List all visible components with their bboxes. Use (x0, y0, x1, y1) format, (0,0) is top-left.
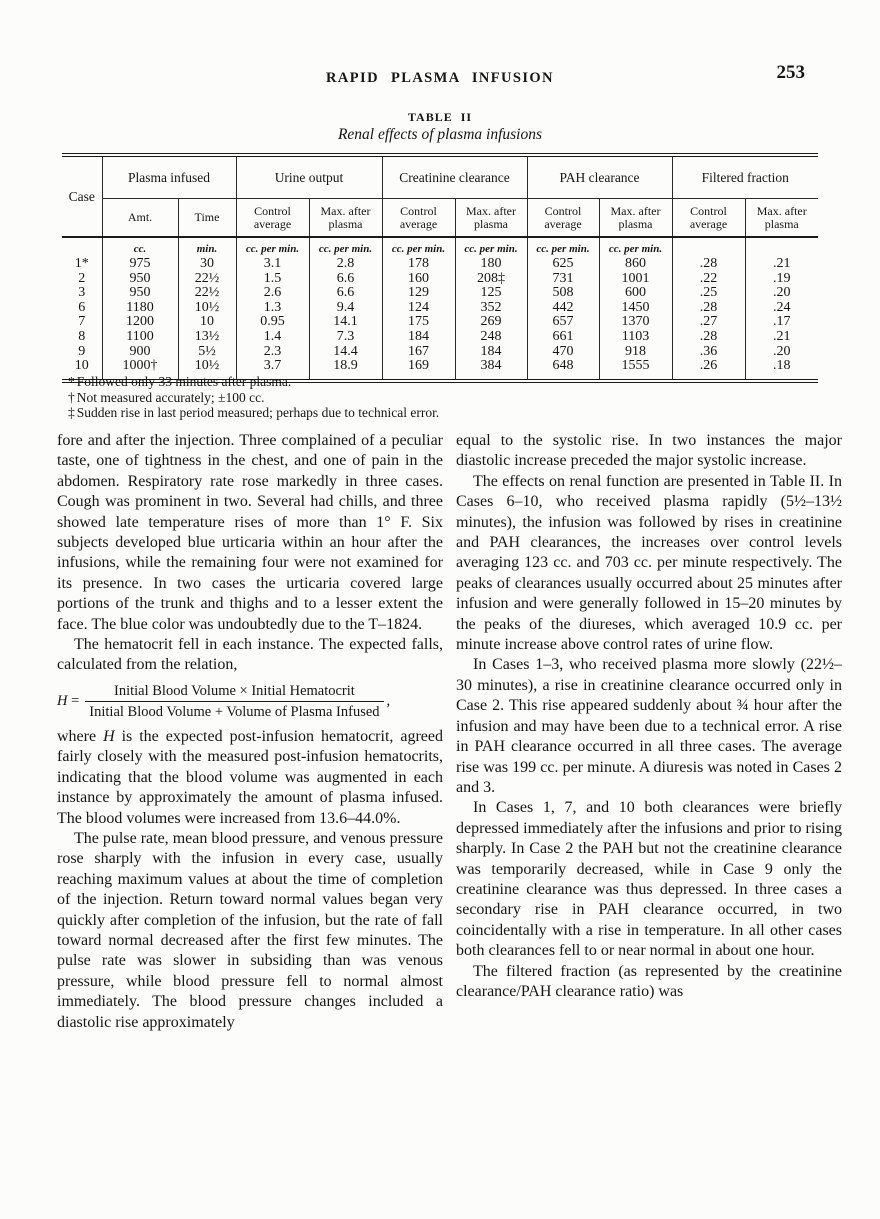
urine-control-value: 3.1 (236, 257, 309, 272)
amt-value: 1200 (102, 315, 178, 330)
creatinine-max-value: 208‡ (455, 272, 527, 287)
table-caption: Renal effects of plasma infusions (337, 126, 543, 143)
case-number: 2 (62, 272, 102, 287)
pah-control-value: 470 (527, 345, 599, 360)
unit-creatinine-max: cc. per min. (455, 237, 527, 257)
paragraph-cases-1-7-10: In Cases 1, 7, and 10 both clearances were briefly depressed immediately after the infusions and prior to rising sharply. In Case 2 the PAH but not the creatinine clearance was temporarily decreased, while in Case 9 only the creatinine clearance was thus depressed. In three cases a secondary rise in PAH clearance occurred, in two coincidentally with a rise in temperature. In all other cases both clearances fell to or near normal in about one hour. (456, 799, 842, 960)
amt-value: 1180 (102, 301, 178, 316)
unit-time: min. (178, 237, 236, 257)
urine-control-value: 1.5 (236, 272, 309, 287)
amt-value: 900 (102, 345, 178, 360)
filtered-control-value: .28 (672, 330, 745, 345)
creatinine-max-value: 384 (455, 359, 527, 381)
col-header-filtered-max: Max. after plasma (745, 199, 818, 238)
footnote-text: Followed only 33 minutes after plasma. (76, 374, 292, 389)
pah-max-value: 918 (599, 345, 672, 360)
table-row (62, 345, 818, 360)
creatinine-control-value: 178 (382, 257, 455, 272)
creatinine-control-value: 169 (382, 359, 455, 381)
time-value: 10½ (178, 359, 236, 381)
creatinine-max-value: 184 (455, 345, 527, 360)
group-filtered-fraction: Filtered fraction (672, 155, 818, 199)
urine-max-value: 18.9 (309, 359, 382, 381)
time-value: 5½ (178, 345, 236, 360)
amt-value: 950 (102, 286, 178, 301)
filtered-max-value: .21 (745, 330, 818, 345)
urine-control-value: 0.95 (236, 315, 309, 330)
time-value: 10½ (178, 301, 236, 316)
urine-control-value: 1.3 (236, 301, 309, 316)
urine-max-value: 6.6 (309, 286, 382, 301)
urine-max-value: 14.1 (309, 315, 382, 330)
pah-max-value: 1370 (599, 315, 672, 330)
renal-effects-table (62, 153, 818, 383)
formula-lhs: H = (57, 693, 80, 710)
case-number: 8 (62, 330, 102, 345)
amt-value: 1000† (102, 359, 178, 381)
table-row (62, 330, 818, 345)
filtered-max-value: .20 (745, 345, 818, 360)
pah-max-value: 600 (599, 286, 672, 301)
urine-control-value: 2.3 (236, 345, 309, 360)
urine-max-value: 7.3 (309, 330, 382, 345)
filtered-max-value: .18 (745, 359, 818, 381)
time-value: 30 (178, 257, 236, 272)
creatinine-max-value: 180 (455, 257, 527, 272)
paragraph-cases-1-3: In Cases 1–3, who received plasma more slowly (22½–30 minutes), a rise in creatinine clearance occurred only in Case 2. This rise appeared suddenly about ¾ hour after the infusion and may have been due to a technical error. A rise in PAH clearance occurred in all three cases. The average rise was 199 cc. per minute. A diuresis was noted in Cases 2 and 3. (456, 656, 842, 796)
unit-filtered-max (745, 237, 818, 257)
pah-control-value: 657 (527, 315, 599, 330)
case-number: 3 (62, 286, 102, 301)
filtered-max-value: .24 (745, 301, 818, 316)
body-text (57, 431, 842, 1033)
paragraph-blood-volume: where H is the expected post-infusion hematocrit, agreed fairly closely with the measured post-infusion hematocrits, indicating that the blood volume was augmented in each instance by approximately the amount of plasma infused. The blood volumes were increased from 13.6–44.0%. (57, 727, 443, 827)
amt-value: 1100 (102, 330, 178, 345)
creatinine-control-value: 124 (382, 301, 455, 316)
unit-filtered-control (672, 237, 745, 257)
group-pah-clearance: PAH clearance (527, 155, 672, 199)
formula-suffix: , (386, 693, 391, 710)
col-header-case: Case (62, 155, 102, 237)
case-number: 6 (62, 301, 102, 316)
paragraph-hematocrit: The hematocrit fell in each instance. The expected falls, calculated from the relation, (57, 636, 443, 674)
creatinine-max-value: 125 (455, 286, 527, 301)
table-row (62, 286, 818, 301)
time-value: 22½ (178, 286, 236, 301)
filtered-max-value: .21 (745, 257, 818, 272)
pah-control-value: 648 (527, 359, 599, 381)
col-header-pah-control: Control average (527, 199, 599, 238)
pah-control-value: 731 (527, 272, 599, 287)
creatinine-max-value: 352 (455, 301, 527, 316)
filtered-max-value: .17 (745, 315, 818, 330)
unit-creatinine-control: cc. per min. (382, 237, 455, 257)
filtered-control-value: .26 (672, 359, 745, 381)
formula-denominator: Initial Blood Volume + Volume of Plasma Infused (89, 703, 380, 720)
pah-control-value: 625 (527, 257, 599, 272)
filtered-max-value: .19 (745, 272, 818, 287)
table-row (62, 272, 818, 287)
pah-control-value: 442 (527, 301, 599, 316)
formula-fraction (85, 683, 383, 720)
col-header-creatinine-max: Max. after plasma (455, 199, 527, 238)
footnote (68, 405, 439, 421)
paragraph-adverse-effects: fore and after the injection. Three complained of a peculiar taste, one of tightness in the chest, and one of pain in the abdomen. Respiratory rate rose markedly in three cases. Cough was prominent in two. Several had chills, and three showed late temperature rises of more than 1° F. Six subjects developed blue urticaria within an hour after the infusions, while the remaining four were not examined for its presence. In two cases the urticaria covered large portions of the trunk and thighs and to a lesser extent the face. The blue color was undoubtedly due to the T–1824. (57, 432, 443, 633)
creatinine-control-value: 167 (382, 345, 455, 360)
paragraph-filtered-fraction: The filtered fraction (as represented by the creatinine clearance/PAH clearance ratio) was (456, 962, 842, 1000)
col-header-urine-control: Control average (236, 199, 309, 238)
filtered-control-value: .25 (672, 286, 745, 301)
time-value: 13½ (178, 330, 236, 345)
table-row (62, 315, 818, 330)
pah-max-value: 1001 (599, 272, 672, 287)
pah-max-value: 1555 (599, 359, 672, 381)
paragraph-renal-function: The effects on renal function are presented in Table II. In Cases 6–10, who received plasma rapidly (5½–13½ minutes), the infusion was followed by rises in creatinine and PAH clearances, the increases over control levels averaging 123 cc. and 703 cc. per minute respectively. The peaks of clearances usually occurred about 25 minutes after infusion and were generally followed in 15–20 minutes by the peaks of the diureses, which averaged 10.9 cc. per minute increase above control rates of urine flow. (456, 472, 842, 654)
table-footnotes (68, 374, 439, 421)
units-row (62, 237, 818, 257)
unit-urine-max: cc. per min. (309, 237, 382, 257)
page-number: 253 (776, 62, 805, 83)
footnote-marker: * (68, 374, 75, 389)
creatinine-control-value: 184 (382, 330, 455, 345)
table-body (62, 257, 818, 381)
case-number: 7 (62, 315, 102, 330)
col-header-urine-max: Max. after plasma (309, 199, 382, 238)
creatinine-control-value: 129 (382, 286, 455, 301)
filtered-max-value: .20 (745, 286, 818, 301)
time-value: 10 (178, 315, 236, 330)
formula-numerator: Initial Blood Volume × Initial Hematocrit (85, 683, 383, 702)
footnote-text: Not measured accurately; ±100 cc. (76, 389, 265, 405)
pah-control-value: 661 (527, 330, 599, 345)
creatinine-control-value: 175 (382, 315, 455, 330)
paragraph-pulse-pressure: The pulse rate, mean blood pressure, and venous pressure rose sharply with the infusion in every case, usually reaching maximum values at about the time of completion of the injection. Return toward normal values began very quickly after completion of the infusion, but the rate of fall toward normal decreased after the first few minutes. The pulse rate was slower in subsiding than was venous pressure, while blood pressure fell to normal almost immediately. The blood pressure changes included a diastolic rise approximately (57, 829, 443, 1031)
pah-max-value: 1450 (599, 301, 672, 316)
unit-pah-max: cc. per min. (599, 237, 672, 257)
col-header-creatinine-control: Control average (382, 199, 455, 238)
urine-max-value: 9.4 (309, 301, 382, 316)
col-header-pah-max: Max. after plasma (599, 199, 672, 238)
footnote (68, 374, 439, 390)
amt-value: 975 (102, 257, 178, 272)
amt-value: 950 (102, 272, 178, 287)
filtered-control-value: .27 (672, 315, 745, 330)
filtered-control-value: .22 (672, 272, 745, 287)
running-head: RAPID PLASMA INFUSION (326, 70, 554, 86)
urine-control-value: 1.4 (236, 330, 309, 345)
urine-control-value: 3.7 (236, 359, 309, 381)
group-plasma-infused: Plasma infused (102, 155, 236, 199)
hematocrit-formula (57, 683, 443, 720)
unit-amt: cc. (102, 237, 178, 257)
group-creatinine-clearance: Creatinine clearance (382, 155, 527, 199)
group-header-row (62, 155, 818, 199)
footnote-marker: † (68, 389, 75, 405)
pah-control-value: 508 (527, 286, 599, 301)
creatinine-max-value: 269 (455, 315, 527, 330)
paragraph-systolic: equal to the systolic rise. In two instances the major diastolic increase preceded the major systolic increase. (456, 432, 842, 470)
sub-header-row (62, 199, 818, 238)
footnote (68, 390, 439, 406)
creatinine-max-value: 248 (455, 330, 527, 345)
creatinine-control-value: 160 (382, 272, 455, 287)
unit-pah-control: cc. per min. (527, 237, 599, 257)
filtered-control-value: .28 (672, 257, 745, 272)
table-row (62, 257, 818, 272)
footnote-text: Sudden rise in last period measured; perhaps due to technical error. (76, 405, 440, 421)
case-number: 9 (62, 345, 102, 360)
urine-max-value: 6.6 (309, 272, 382, 287)
col-header-amt: Amt. (102, 199, 178, 238)
case-number: 1* (62, 257, 102, 272)
table-label: TABLE II (407, 110, 473, 124)
pah-max-value: 860 (599, 257, 672, 272)
filtered-control-value: .36 (672, 345, 745, 360)
right-column (456, 431, 842, 1033)
footnote-marker: ‡ (68, 405, 75, 421)
urine-max-value: 2.8 (309, 257, 382, 272)
filtered-control-value: .28 (672, 301, 745, 316)
urine-control-value: 2.6 (236, 286, 309, 301)
col-header-time: Time (178, 199, 236, 238)
col-header-filtered-control: Control average (672, 199, 745, 238)
group-urine-output: Urine output (236, 155, 382, 199)
unit-case (62, 237, 102, 257)
urine-max-value: 14.4 (309, 345, 382, 360)
case-number: 10 (62, 359, 102, 381)
unit-urine-control: cc. per min. (236, 237, 309, 257)
pah-max-value: 1103 (599, 330, 672, 345)
time-value: 22½ (178, 272, 236, 287)
left-column (57, 431, 443, 1033)
table-row (62, 301, 818, 316)
